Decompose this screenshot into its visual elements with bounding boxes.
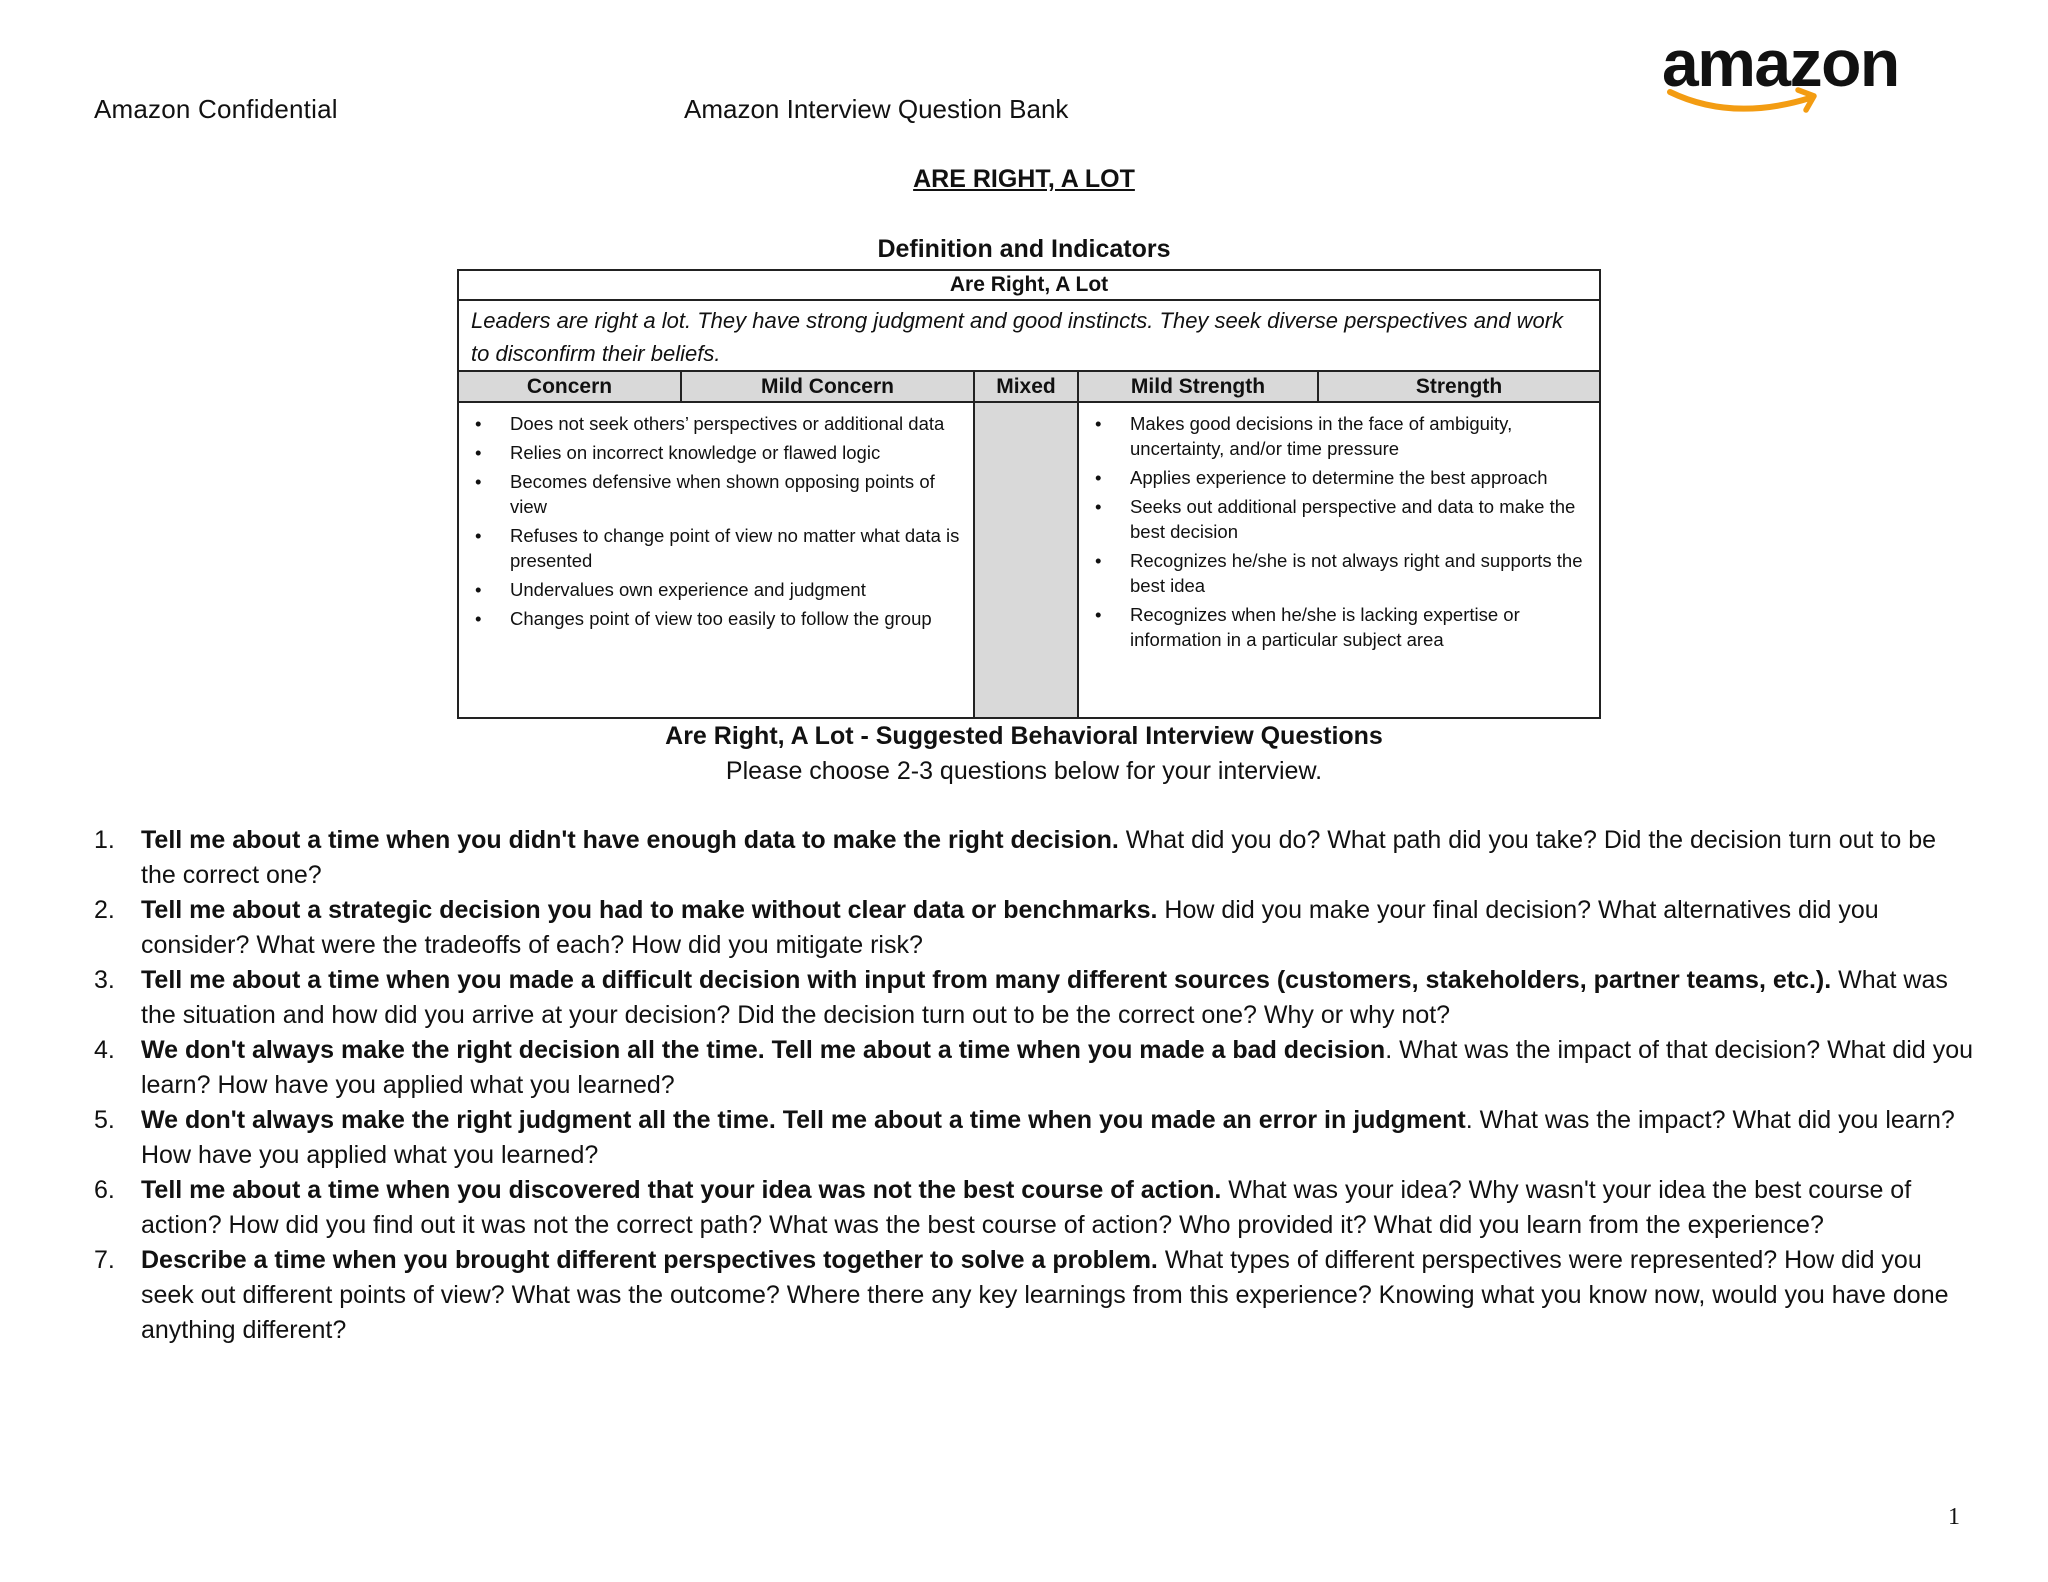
amazon-smile-icon	[1662, 30, 1892, 114]
question-number: 2.	[94, 896, 115, 924]
indicator-text: Recognizes he/she is not always right and supports the best idea	[1130, 550, 1583, 596]
section-title-text: ARE RIGHT, A LOT	[913, 165, 1135, 193]
list-item	[469, 469, 965, 519]
question-item	[94, 1173, 1974, 1243]
bullet-icon: •	[475, 442, 482, 463]
list-item	[1089, 548, 1591, 598]
indicator-text: Refuses to change point of view no matter what data is presented	[510, 525, 960, 571]
list-item	[469, 577, 965, 602]
bullet-icon: •	[475, 413, 482, 434]
indicator-text: Applies experience to determine the best approach	[1130, 467, 1548, 488]
list-item	[469, 523, 965, 573]
strength-indicators-cell	[1078, 402, 1600, 718]
amazon-logo-wordmark: amazon	[1662, 26, 1899, 100]
indicator-text: Recognizes when he/she is lacking expertise or information in a particular subject area	[1130, 604, 1520, 650]
principle-definition: Leaders are right a lot. They have strong judgment and good instincts. They seek diverse perspectives and work to disconfirm their beliefs.	[458, 300, 1600, 371]
list-item	[469, 606, 965, 631]
indicator-text: Becomes defensive when shown opposing points of view	[510, 471, 935, 517]
question-item	[94, 963, 1974, 1033]
question-prompt: Tell me about a strategic decision you had to make without clear data or benchmarks.	[141, 896, 1158, 924]
list-item	[1089, 494, 1591, 544]
indicator-text: Makes good decisions in the face of ambiguity, uncertainty, and/or time pressure	[1130, 413, 1513, 459]
bullet-icon: •	[475, 608, 482, 629]
question-followups: What was the situation and how did you arrive at your decision? Did the decision turn out to be the correct one? Why or why not?	[141, 966, 1948, 1029]
column-header-concern: Concern	[458, 371, 681, 402]
question-number: 3.	[94, 966, 115, 994]
question-followups: How did you make your final decision? What alternatives did you consider? What were the tradeoffs of each? How did you mitigate risk?	[141, 896, 1879, 959]
indicator-text: Undervalues own experience and judgment	[510, 579, 866, 600]
strength-list	[1079, 403, 1599, 652]
list-item	[1089, 465, 1591, 490]
question-item	[94, 893, 1974, 963]
section-title	[0, 165, 2048, 194]
question-prompt: Tell me about a time when you discovered that your idea was not the best course of action.	[141, 1176, 1222, 1204]
bullet-icon: •	[475, 579, 482, 600]
list-item	[1089, 602, 1591, 652]
questions-instructions: Please choose 2-3 questions below for your interview.	[725, 757, 1323, 785]
question-followups: What did you do? What path did you take? Did the decision turn out to be the correct one?	[141, 826, 1937, 889]
mixed-indicators-cell	[974, 402, 1078, 718]
bullet-icon: •	[1095, 413, 1102, 434]
column-header-mild-strength: Mild Strength	[1078, 371, 1318, 402]
column-header-strength: Strength	[1318, 371, 1600, 402]
question-prompt: Describe a time when you brought different perspectives together to solve a problem.	[141, 1246, 1158, 1274]
indicator-text: Relies on incorrect knowledge or flawed logic	[510, 442, 881, 463]
bullet-icon: •	[1095, 467, 1102, 488]
question-item	[94, 1033, 1974, 1103]
column-header-mild-concern: Mild Concern	[681, 371, 974, 402]
question-number: 7.	[94, 1246, 115, 1274]
question-list	[94, 823, 1974, 1348]
indicator-text: Seeks out additional perspective and data to make the best decision	[1130, 496, 1576, 542]
indicator-text: Changes point of view too easily to follow the group	[510, 608, 932, 629]
table-title: Are Right, A Lot	[458, 270, 1600, 300]
indicators-table	[457, 269, 1601, 719]
question-item	[94, 1243, 1974, 1348]
amazon-logo	[1662, 26, 1899, 114]
question-prompt: Tell me about a time when you didn't have enough data to make the right decision.	[141, 826, 1119, 854]
question-followups: . What was the impact of that decision? What did you learn? How have you applied what you learned?	[141, 1036, 1973, 1099]
question-item	[94, 1103, 1974, 1173]
bullet-icon: •	[1095, 496, 1102, 517]
question-followups: . What was the impact? What did you learn? How have you applied what you learned?	[141, 1106, 1955, 1169]
question-number: 5.	[94, 1106, 115, 1134]
question-prompt: We don't always make the right decision all the time. Tell me about a time when you made a bad decision	[141, 1036, 1386, 1064]
concern-list	[459, 403, 973, 631]
bullet-icon: •	[475, 525, 482, 546]
document-title: Amazon Interview Question Bank	[684, 94, 1069, 124]
question-prompt: Tell me about a time when you made a difficult decision with input from many different sources (customers, stakeholders, partner teams, etc.).	[141, 966, 1832, 994]
question-number: 4.	[94, 1036, 115, 1064]
question-followups: What was your idea? Why wasn't your idea the best course of action? How did you find out it was not the correct path? What was the best course of action? Who provided it? What did you learn from the experience?	[141, 1176, 1912, 1239]
indicator-text: Does not seek others’ perspectives or additional data	[510, 413, 945, 434]
bullet-icon: •	[1095, 550, 1102, 571]
questions-heading: Are Right, A Lot - Suggested Behavioral Interview Questions	[665, 722, 1383, 750]
question-number: 1.	[94, 826, 115, 854]
question-number: 6.	[94, 1176, 115, 1204]
concern-indicators-cell	[458, 402, 974, 718]
bullet-icon: •	[1095, 604, 1102, 625]
list-item	[1089, 411, 1591, 461]
list-item	[469, 440, 965, 465]
list-item	[469, 411, 965, 436]
question-followups: What types of different perspectives were represented? How did you seek out different points of view? What was the outcome? Where there any key learnings from this experience? Knowing what you know now, would you have done anything different?	[141, 1246, 1949, 1344]
definition-heading: Definition and Indicators	[877, 235, 1171, 263]
question-item	[94, 823, 1974, 893]
confidential-label: Amazon Confidential	[94, 94, 338, 124]
column-header-mixed: Mixed	[974, 371, 1078, 402]
question-prompt: We don't always make the right judgment all the time. Tell me about a time when you made an error in judgment	[141, 1106, 1466, 1134]
page-number: 1	[1948, 1504, 1960, 1530]
bullet-icon: •	[475, 471, 482, 492]
